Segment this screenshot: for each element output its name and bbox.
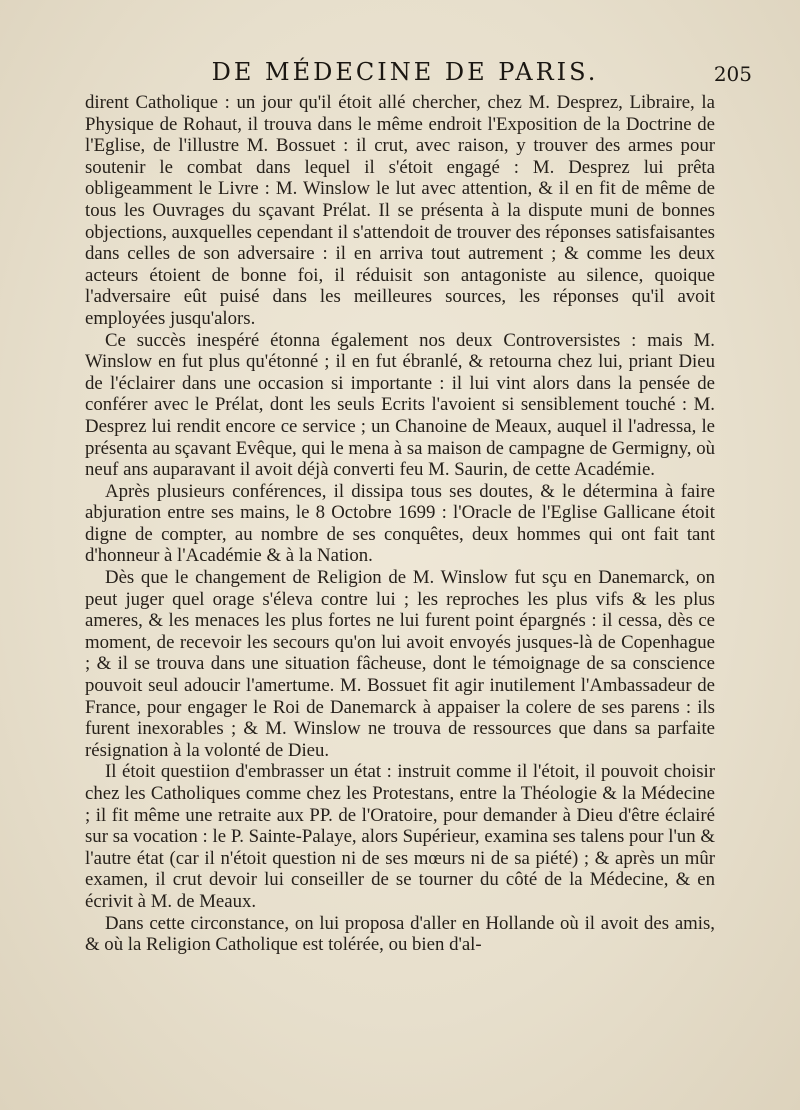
paragraph: Dès que le changement de Religion de M. Winslow fut sçu en Danemarck, on peut juger quel orage s'éleva contre lui ; les reproches les plus vifs & les plus ameres, & les menaces les plus fortes ne lui furent point épargnés : il cessa, dès ce moment, de recevoir les secours qu'on lui avoit envoyés jusques-là de Copenhague ; & il se trouva dans une situation fâcheuse, dont le témoignage de sa conscience pouvoit seul adoucir l'amertume. M. Bossuet fit agir inutilement l'Ambassadeur de France, pour engager le Roi de Danemarck à appaiser la colere de ses parens : ils furent inexorables ; & M. Winslow ne trouva de ressources que dans sa parfaite résignation à la volonté de Dieu. <box>85 567 715 761</box>
running-head <box>80 58 752 92</box>
page-number: 205 <box>713 62 752 86</box>
paragraph: Après plusieurs conférences, il dissipa tous ses doutes, & le détermina à faire abjuration entre ses mains, le 8 Octobre 1699 : l'Oracle de l'Eglise Gallicane étoit digne de compter, au nombre de ses conquêtes, deux hommes qui ont fait tant d'honneur à l'Académie & à la Nation. <box>85 480 715 567</box>
page-header-title: DE MÉDECINE DE PARIS. <box>211 58 599 86</box>
paragraph: Il étoit questiion d'embrasser un état : instruit comme il l'étoit, il pouvoit choisir chez les Catholiques comme chez les Protestans, entre la Théologie & la Médecine ; il fit même une retraite aux PP. de l'Oratoire, pour demander à Dieu d'être éclairé sur sa vocation : le P. Sainte-Palaye, alors Supérieur, examina ses talens pour l'un & l'autre état (car il n'étoit question ni de ses mœurs ni de sa piété) ; & après un mûr examen, il crut devoir lui conseiller de se tourner du côté de la Médecine, & en écrivit à M. de Meaux. <box>85 761 715 912</box>
body-text <box>85 92 715 956</box>
paragraph: dirent Catholique : un jour qu'il étoit allé chercher, chez M. Desprez, Libraire, la Physique de Rohaut, il trouva dans le même endroit l'Exposition de la Doctrine de l'Eglise, de l'illustre M. Bossuet : il crut, avec raison, y trouver des armes pour soutenir le combat dans lequel il s'étoit engagé : M. Desprez lui prêta obligeamment le Livre : M. Winslow le lut avec attention, & il en fit de même de tous les Ouvrages du sçavant Prélat. Il se présenta à la dispute muni de bonnes objections, auxquelles cependant il s'attendoit de trouver des réponses satisfaisantes dans celles de son adversaire : il en arriva tout autrement ; & comme les deux acteurs étoient de bonne foi, il réduisit son antagoniste au silence, quoique l'adversaire eût puisé dans les meilleures sources, les réponses qu'il avoit employées jusqu'alors. <box>85 92 715 329</box>
paragraph: Ce succès inespéré étonna également nos deux Controversistes : mais M. Winslow en fut plus qu'étonné ; il en fut ébranlé, & retourna chez lui, priant Dieu de l'éclairer dans une occasion si importante : il lui vint alors dans la pensée de conférer avec le Prélat, dont les seuls Ecrits l'avoient si sensiblement touché : M. Desprez lui rendit encore ce service ; un Chanoine de Meaux, auquel il l'adressa, le présenta au sçavant Evêque, qui le mena à sa maison de campagne de Germigny, où neuf ans auparavant il avoit déjà converti feu M. Saurin, de cette Académie. <box>85 329 715 481</box>
paragraph: Dans cette circonstance, on lui proposa d'aller en Hollande où il avoit des amis, & où la Religion Catholique est tolérée, ou bien d'al- <box>85 912 715 956</box>
